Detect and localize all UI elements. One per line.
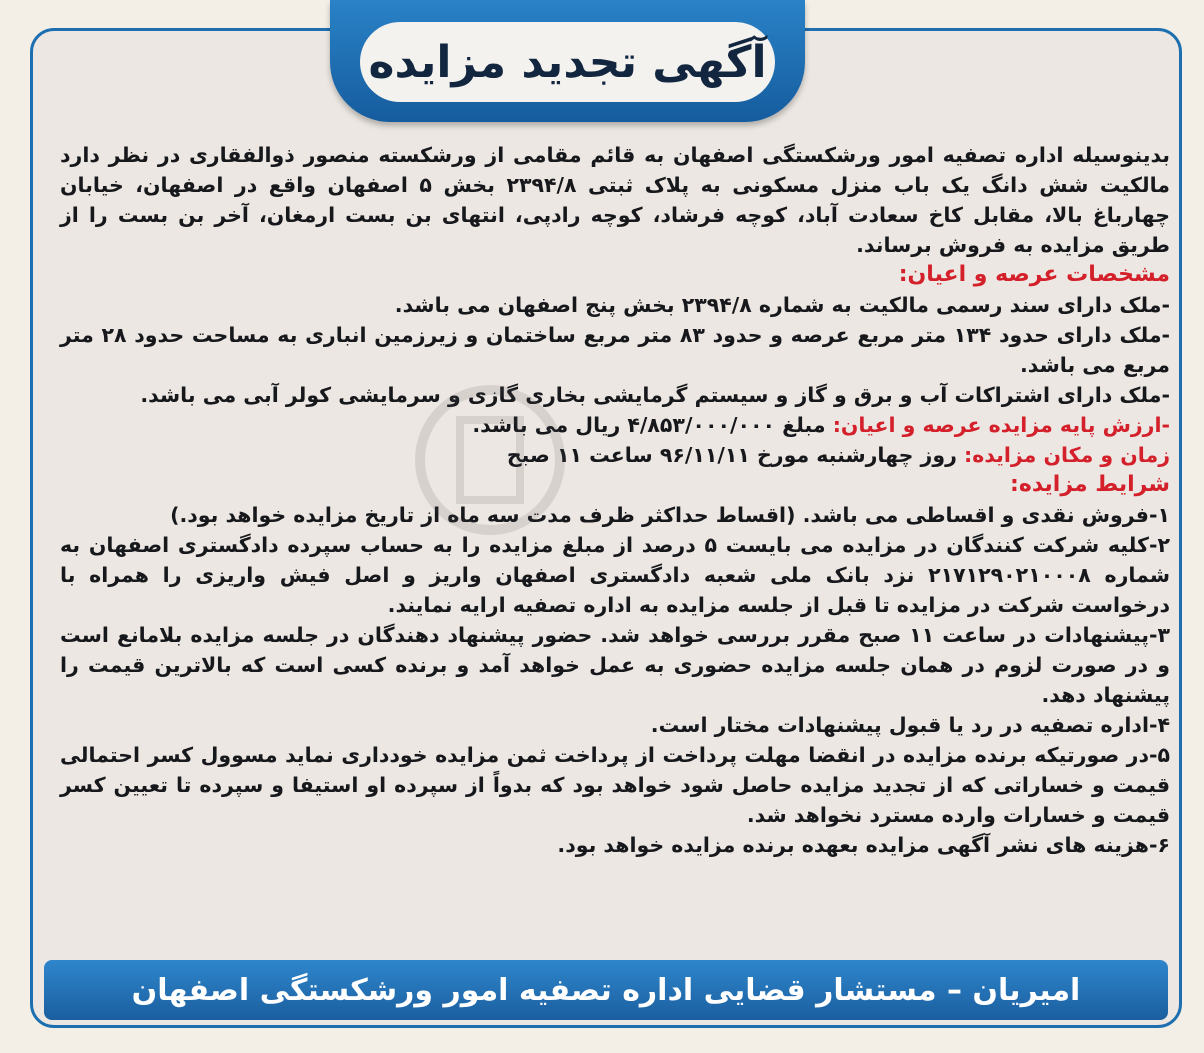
notice-body [60, 140, 1170, 860]
term-item: ۵-در صورتیکه برنده مزایده در انقضا مهلت پرداخت از پرداخت ثمن مزایده خودداری نماید مسوول کسر احتمالی قیمت و خساراتی که از تجدید مزایده حاصل شود خواهد بود که بدواً از سپرده او استیفا و سپرده تا تعیین کسر قیمت و خسارات وارده مسترد نخواهد شد. [60, 743, 1170, 827]
term-item: ۲-کلیه شرکت کنندگان در مزایده می بایست ۵ درصد از مبلغ مزایده را به حساب سپرده دادگستری اصفهان به شماره ۲۱۷۱۲۹۰۲۱۰۰۰۸ نزد بانک ملی شعبه دادگستری اصفهان واریز و اصل فیش واریزی را همراه با درخواست شرکت در مزایده تا قبل از جلسه مزایده به اداره تصفیه ارایه نمایند. [60, 533, 1170, 617]
signature-bar [44, 960, 1168, 1020]
title-pill [360, 22, 775, 102]
specs-heading: مشخصات عرصه و اعیان: [898, 262, 1170, 287]
base-price-line [60, 410, 1170, 440]
term-item: ۶-هزینه های نشر آگهی مزایده بعهده برنده مزایده خواهد بود. [557, 833, 1170, 857]
title-banner [330, 0, 805, 122]
spec-item: -ملک دارای حدود ۱۳۴ متر مربع عرصه و حدود ۸۳ متر مربع ساختمان و زیرزمین انباری به مساحت حدود ۲۸ متر مربع می باشد. [60, 323, 1171, 377]
time-place-value: روز چهارشنبه مورخ ۹۶/۱۱/۱۱ ساعت ۱۱ صبح [506, 443, 965, 467]
notice-title: آگهی تجدید مزایده [368, 36, 767, 88]
intro-paragraph: بدینوسیله اداره تصفیه امور ورشکستگی اصفهان به قائم مقامی از ورشکسته منصور ذوالفقاری در نظر دارد مالکیت شش دانگ یک باب منزل مسکونی به پلاک ثبتی ۲۳۹۴/۸ بخش ۵ اصفهان واقع در اصفهان، خیابان چهارباغ بالا، مقابل کاخ سعادت آباد، کوچه فرشاد، کوچه رادپی، انتهای بن بست ارمغان، آخر بن بست را از طریق مزایده به فروش برساند. [60, 143, 1170, 257]
term-item: ۴-اداره تصفیه در رد یا قبول پیشنهادات مختار است. [650, 713, 1170, 737]
term-item: ۳-پیشنهادات در ساعت ۱۱ صبح مقرر بررسی خواهد شد. حضور پیشنهاد دهندگان در جلسه مزایده بلامانع است و در صورت لزوم در همان جلسه مزایده حضوری به عمل خواهد آمد و برنده کسی است که بالاترین قیمت را پیشنهاد دهد. [60, 623, 1170, 707]
spec-item: -ملک دارای سند رسمی مالکیت به شماره ۲۳۹۴/۸ بخش پنج اصفهان می باشد. [394, 293, 1170, 317]
terms-heading: شرایط مزایده: [1010, 472, 1170, 497]
signature-text: امیریان – مستشار قضایی اداره تصفیه امور ورشکستگی اصفهان [131, 972, 1081, 1008]
term-item: ۱-فروش نقدی و اقساطی می باشد. (اقساط حداکثر ظرف مدت سه ماه از تاریخ مزایده خواهد بود.) [170, 503, 1170, 527]
base-price-label: -ارزش پایه مزایده عرصه و اعیان: [832, 413, 1170, 437]
base-price-value: مبلغ ۴/۸۵۳/۰۰۰/۰۰۰ ریال می باشد. [472, 413, 833, 437]
time-place-label: زمان و مکان مزایده: [964, 443, 1170, 467]
spec-item: -ملک دارای اشتراکات آب و برق و گاز و سیستم گرمایشی بخاری گازی و سرمایشی کولر آبی می باشد. [140, 383, 1170, 407]
time-place-line [60, 440, 1170, 470]
